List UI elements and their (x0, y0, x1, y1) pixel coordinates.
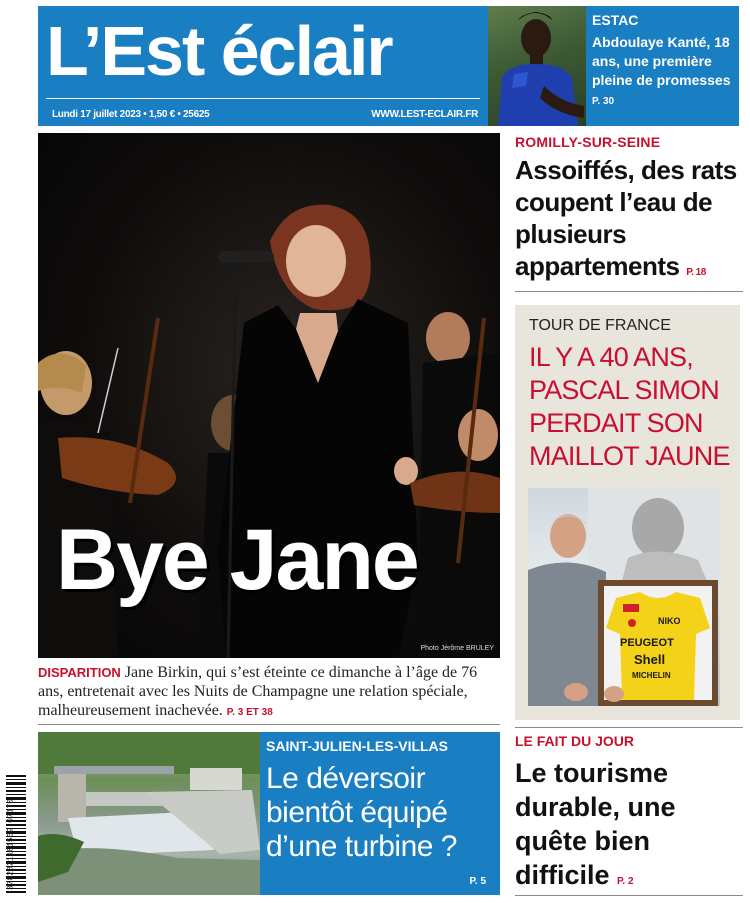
fait-du-jour-headline-text: Le tourisme durable, une quête bien difficile (515, 758, 676, 890)
tour-de-france-box[interactable] (515, 305, 740, 720)
top-promo[interactable] (488, 6, 739, 126)
jersey-michelin-text: MICHELIN (632, 671, 671, 680)
website-link[interactable]: WWW.LEST-ECLAIR.FR (371, 109, 478, 120)
masthead (38, 6, 488, 126)
tdf-headline-text: IL Y A 40 ANS, PASCAL SIMON PERDAIT SON MAILLOT JAUNE (529, 342, 730, 471)
photo-credit: Photo Jérôme BRULEY (420, 645, 494, 652)
footballer-illustration-icon (488, 6, 586, 126)
romilly-kicker: ROMILLY-SUR-SEINE (515, 134, 661, 150)
weir-illustration-icon (38, 732, 260, 895)
divider (515, 291, 743, 292)
cyclist-jersey-illustration-icon (528, 488, 720, 706)
masthead-divider (46, 98, 480, 99)
deversoir-box[interactable] (260, 732, 500, 895)
promo-kicker: ESTAC (592, 12, 639, 28)
tdf-headline[interactable] (529, 341, 737, 512)
divider (38, 724, 500, 725)
promo-headline-text: Abdoulaye Kanté, 18 ans, une première pleine de promesses (592, 34, 731, 88)
promo-headline[interactable] (592, 33, 736, 111)
romilly-page-ref: P. 18 (686, 267, 706, 278)
caption-page-ref: P. 3 ET 38 (226, 707, 273, 718)
dateline: Lundi 17 juillet 2023 • 1,50 € • 25625 (52, 109, 210, 120)
tdf-kicker: TOUR DE FRANCE (529, 317, 671, 334)
deversoir-page-ref: P. 5 (469, 876, 486, 887)
fait-du-jour-kicker: LE FAIT DU JOUR (515, 733, 635, 749)
romilly-headline[interactable] (515, 154, 743, 289)
main-story-photo[interactable] (38, 133, 500, 658)
deversoir-kicker: SAINT-JULIEN-LES-VILLAS (266, 738, 449, 754)
newspaper-logo[interactable]: L’Est éclair (46, 12, 392, 90)
jersey-niko-text: NIKO (658, 616, 681, 626)
promo-page-ref: P. 30 (592, 96, 615, 107)
divider (515, 895, 743, 896)
deversoir-headline[interactable]: Le déversoir bientôt équipé d’une turbine ? (266, 762, 457, 863)
deversoir-photo[interactable] (38, 732, 260, 895)
pascal-simon-photo (528, 488, 720, 706)
barcode-number: 3782821101509 07170 (6, 798, 16, 891)
divider (515, 727, 743, 728)
jersey-peugeot-text: PEUGEOT (620, 637, 674, 649)
fait-du-jour-headline[interactable] (515, 756, 743, 899)
promo-text (592, 12, 736, 111)
main-headline[interactable]: Bye Jane (56, 512, 418, 608)
fait-du-jour-page-ref: P. 2 (617, 876, 634, 887)
footballer-photo (488, 6, 586, 126)
caption-kicker: DISPARITION (38, 665, 121, 680)
romilly-headline-text: Assoiffés, des rats coupent l’eau de plusieurs appartements (515, 155, 737, 281)
caption-text: Jane Birkin, qui s’est éteinte ce dimanche à l’âge de 76 ans, entretenait avec les Nuits de Champagne une relation spéciale, malheureusement inachevée. (38, 664, 478, 719)
jersey-shell-text: Shell (634, 652, 666, 667)
main-story-caption[interactable] (38, 663, 500, 722)
